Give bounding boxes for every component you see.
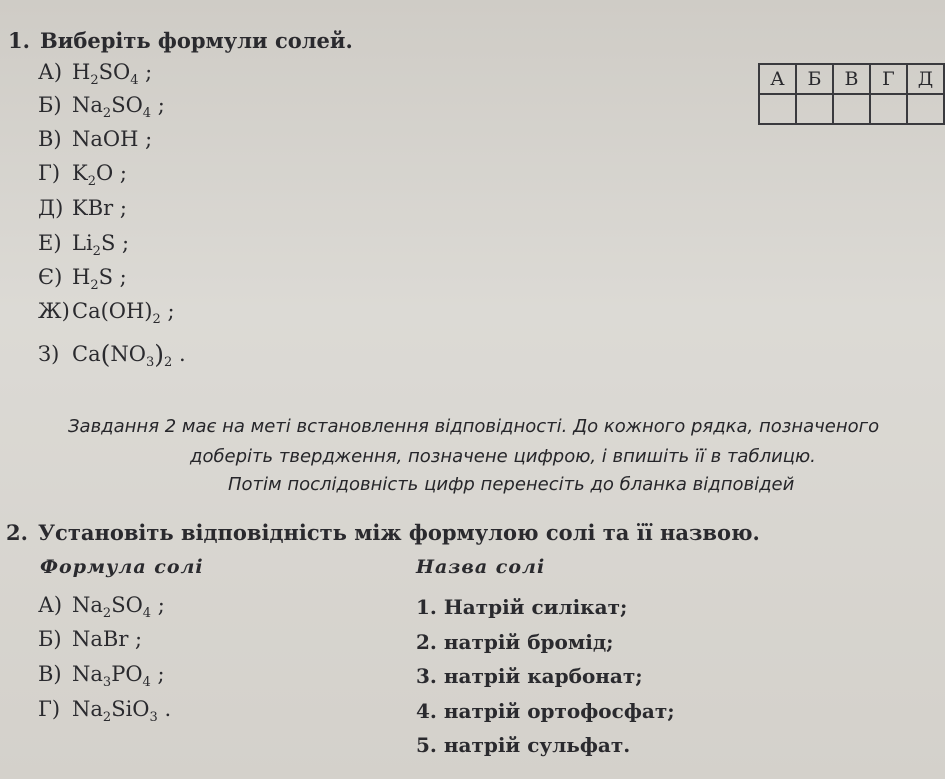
answer-cell-v[interactable] <box>833 94 870 124</box>
question-text: Установіть відповідність між формулою солі та її назвою. <box>38 520 760 545</box>
question-number: 1. <box>8 28 30 53</box>
answer-header-a: А <box>759 64 796 94</box>
answer-header-v: В <box>833 64 870 94</box>
column-header-formula: Формула солі <box>40 556 204 578</box>
formula-b: Б) NaBr ; <box>38 627 143 651</box>
option-d: Д) KBr ; <box>38 196 127 220</box>
answer-header-b: Б <box>796 64 833 94</box>
answer-cell-b[interactable] <box>796 94 833 124</box>
question-number: 2. <box>6 520 28 545</box>
question-1-title <box>8 28 353 53</box>
answer-cell-a[interactable] <box>759 94 796 124</box>
formula-v: В) $Na_3PO_4$ ; <box>38 662 165 690</box>
option-g: Г) $K_2O$ ; <box>38 161 127 189</box>
instruction-line-3: Потім послідовність цифр перенесіть до бланка відповідей <box>228 474 795 495</box>
column-header-name: Назва солі <box>416 556 546 578</box>
instruction-line-2: доберіть твердження, позначене цифрою, і впишіть її в таблицю. <box>190 446 816 467</box>
option-e: Е) $Li_2S$ ; <box>38 231 130 259</box>
salt-name-2: 2. натрій бромід; <box>416 630 614 654</box>
answer-cell-d[interactable] <box>907 94 944 124</box>
answer-cell-g[interactable] <box>870 94 907 124</box>
option-v: В) NaOH ; <box>38 127 153 151</box>
instruction-line-1: Завдання 2 має на меті встановлення відповідності. До кожного рядка, позначеного <box>68 416 880 437</box>
salt-name-3: 3. натрій карбонат; <box>416 664 643 688</box>
option-a: А) $H_2SO_4$ ; <box>38 60 153 88</box>
answer-header-d: Д <box>907 64 944 94</box>
salt-name-5: 5. натрій сульфат. <box>416 733 631 757</box>
formula-g: Г) $Na_2SiO_3$ . <box>38 697 172 725</box>
option-ye: Є) $H_2S$ ; <box>38 265 127 293</box>
option-zh: Ж) $Ca(OH)_2$ ; <box>38 299 175 327</box>
formula-a: А) $Na_2SO_4$ ; <box>38 593 165 621</box>
salt-name-4: 4. натрій ортофосфат; <box>416 699 675 723</box>
question-text: Виберіть формули солей. <box>40 28 353 53</box>
question-2-title <box>6 520 760 545</box>
salt-name-1: 1. Натрій силікат; <box>416 595 628 619</box>
option-z: З) $Ca(NO_3)_2$ . <box>38 340 186 370</box>
answer-table <box>758 63 945 125</box>
option-b: Б) $Na_2SO_4$ ; <box>38 93 165 121</box>
answer-header-g: Г <box>870 64 907 94</box>
